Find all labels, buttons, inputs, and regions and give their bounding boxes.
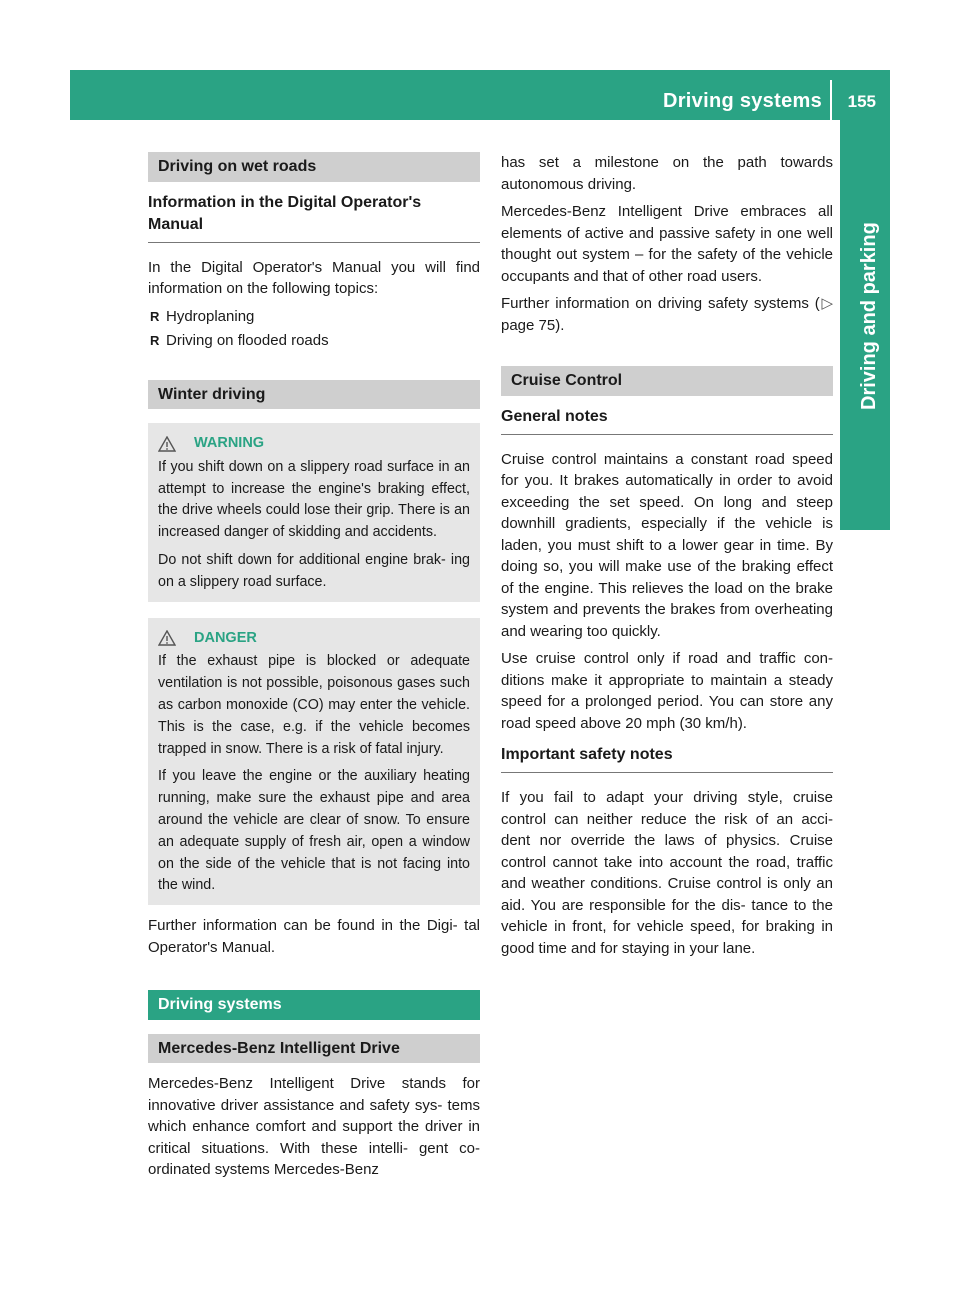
side-tab-label-wrap — [858, 222, 880, 420]
subheading-digital-manual: Information in the Digital Operator's Manual — [148, 192, 480, 243]
cruise-text-1: Cruise control maintains a constant road speed for you. It brakes automatically in order to avoid exceeding the set speed. On long and steep downhill gradients, especially if the vehicle is laden, you must shift to a lower gear in time. By doing so, you will make use of the braking effect of the engine. This relieves the load on the brake system and prevents the brakes from overheating and wearing too quickly. — [501, 450, 833, 640]
right-column — [501, 152, 833, 965]
spacer — [501, 342, 833, 366]
spacer — [148, 358, 480, 380]
warning-triangle-icon — [158, 436, 176, 452]
section-heading-driving-systems: Driving systems — [148, 990, 480, 1020]
page-ref-arrow-icon: ▷ — [819, 295, 833, 312]
danger-text-2: If you leave the engine or the auxiliary heating running, make sure the exhaust pipe and area around the vehicle are clear of snow. To ensure an adequate supply of fresh air, open a window on the side of the vehicle that is not facing into the wind. — [158, 768, 470, 894]
danger-box — [148, 618, 480, 906]
winter-further-info: Further information can be found in the Digi- tal Operator's Manual. — [148, 917, 480, 956]
mbid-text-1: Mercedes-Benz Intelligent Drive stands for innovative driver assistance and safety sys- tems which enhance comfort and support the driver in critical situations. With these intelli- gent co-ordinated systems Mercedes-Benz — [148, 1075, 480, 1179]
list-item: R Driving on flooded roads — [148, 330, 480, 352]
mbid-text-3 — [501, 293, 833, 336]
wet-roads-topic-list — [148, 306, 480, 352]
warning-text-1: If you shift down on a slippery road surface in an attempt to increase the engine's braking effect, the drive wheels could lose their grip. There is an increased danger of skidding and accidents. — [158, 458, 470, 541]
subheading-safety-notes: Important safety notes — [501, 744, 833, 773]
list-item: R Hydroplaning — [148, 306, 480, 328]
cruise-safety-text: If you fail to adapt your driving style, cruise control can neither reduce the risk of an acci- dent nor override the laws of physics. Cruise control cannot take into account the road, traffic and weather conditions. Cruise control is only an aid. You are responsible for the dis- tance to the vehicle in front, for vehicle speed, for braking in good time and for staying in your lane. — [501, 789, 833, 957]
wet-roads-intro: In the Digital Operator's Manual you will find information on the following topics: — [148, 258, 480, 297]
left-column — [148, 152, 480, 1187]
header-divider — [830, 80, 832, 120]
side-tab-label: Driving and parking — [858, 222, 880, 410]
subheading-general-notes: General notes — [501, 406, 833, 435]
mbid-text-continued: has set a milestone on the path towards autonomous driving. — [501, 154, 833, 193]
warning-box — [148, 423, 480, 602]
cruise-text-2: Use cruise control only if road and traffic con- ditions make it appropriate to maintain a steady speed for a prolonged period. You can store any road speed above 20 mph (30 km/h). — [501, 650, 833, 732]
spacer — [148, 964, 480, 990]
page-ref-link[interactable]: page 75). — [501, 316, 565, 334]
warning-text-2: Do not shift down for additional engine brak- ing on a slippery road surface. — [158, 551, 470, 590]
mbid-text-2: Mercedes-Benz Intelligent Drive embraces all elements of active and passive safety in one well thought out system – for the safety of the vehicle occupants and that of other road users. — [501, 203, 833, 285]
warning-triangle-icon — [158, 630, 176, 646]
section-heading-mbid: Mercedes-Benz Intelligent Drive — [148, 1034, 480, 1064]
section-heading-cruise-control: Cruise Control — [501, 366, 833, 396]
page-number: 155 — [847, 92, 876, 111]
mbid-ref-text: Further information on driving safety systems ( — [501, 295, 820, 312]
warning-label: WARNING — [194, 435, 265, 451]
header-title: Driving systems — [662, 90, 822, 112]
section-heading-winter: Winter driving — [148, 380, 480, 410]
danger-text-1: If the exhaust pipe is blocked or adequate ventilation is not possible, poisonous gases such as carbon monoxide (CO) may enter the vehicle. This is the case, e.g. if the vehicle becomes trapped in snow. There is a risk of fatal injury. — [158, 653, 470, 757]
section-heading-wet-roads: Driving on wet roads — [148, 152, 480, 182]
page-header — [70, 70, 890, 120]
danger-title — [158, 628, 470, 650]
warning-title — [158, 433, 470, 455]
danger-label: DANGER — [194, 629, 257, 646]
